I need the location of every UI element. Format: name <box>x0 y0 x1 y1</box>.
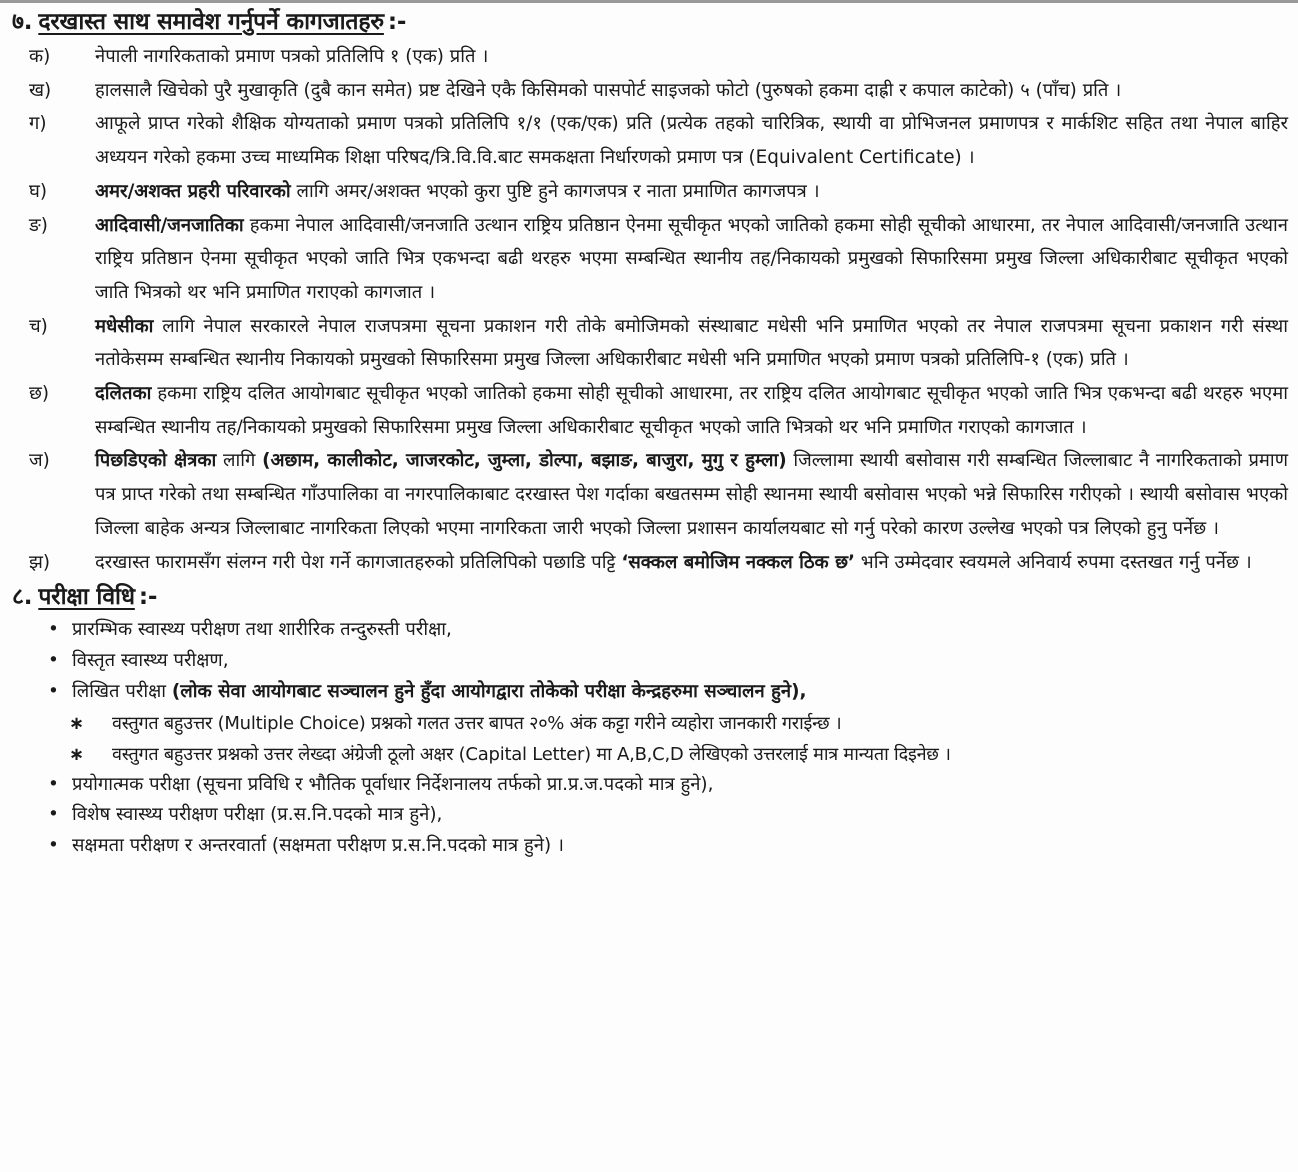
bullet-icon: • <box>48 650 59 672</box>
section-7-list <box>12 40 1290 579</box>
note-item <box>12 708 1290 739</box>
item-text: नेपाली नागरिकताको प्रमाण पत्रको प्रतिलिपि १ (एक) प्रति । <box>95 46 489 67</box>
note-text: वस्तुगत बहुउत्तर (Multiple Choice) प्रश्नको गलत उत्तर बापत २०% अंक कट्टा गरीने व्यहोरा जानकारी गराईन्छ । <box>112 712 842 734</box>
item-text: प्रारम्भिक स्वास्थ्य परीक्षण तथा शारीरिक तन्दुरुस्ती परीक्षा, <box>72 619 452 641</box>
asterisk-icon: ∗ <box>69 712 85 734</box>
item-text: हालसालै खिचेको पुरै मुखाकृति (दुबै कान समेत) प्रष्ट देखिने एकै किसिमको पासपोर्ट साइजको फोटो (पुरुषको हकमा दाह्री र कपाल काटेको) ५ (पाँच) प्रति । <box>95 79 1122 101</box>
item-label: घ) <box>29 180 48 202</box>
item-bold-text-quote: ‘सक्कल बमोजिम नक्कल ठिक छ’ <box>621 551 855 573</box>
list-item <box>12 677 1290 708</box>
item-bold-text: पिछडिएको क्षेत्रका <box>95 450 217 472</box>
list-item <box>12 770 1290 801</box>
section-8-list <box>12 615 1290 862</box>
item-bold-text: अमर/अशक्त प्रहरी परिवारको <box>95 180 291 202</box>
list-item <box>12 615 1290 646</box>
item-label: छ) <box>29 383 50 405</box>
list-item-jha <box>12 546 1290 580</box>
item-text: प्रयोगात्मक परीक्षा (सूचना प्रविधि र भौतिक पूर्वाधार निर्देशनालय तर्फको प्रा.प्र.ज.पदको मात्र हुने), <box>72 773 714 795</box>
list-item-ka <box>12 40 1290 74</box>
list-item-ga <box>12 107 1290 174</box>
item-text: अमर/अशक्त प्रहरी परिवारको लागि अमर/अशक्त भएको कुरा पुष्टि हुने कागजपत्र र नाता प्रमाणित कागजपत्र । <box>95 180 820 202</box>
list-item <box>12 800 1290 831</box>
note-item <box>12 739 1290 770</box>
item-text: सक्षमता परीक्षण र अन्तरवार्ता (सक्षमता परीक्षण प्र.स.नि.पदको मात्र हुने) । <box>72 835 564 857</box>
section-8-title: परीक्षा विधि <box>38 584 135 611</box>
bullet-icon: • <box>48 680 59 702</box>
bullet-icon: • <box>48 804 59 826</box>
list-item-kha <box>12 74 1290 108</box>
section-8-heading <box>12 579 1290 615</box>
item-bold-text: आदिवासी/जनजातिका <box>95 214 244 236</box>
item-text: मधेसीका लागि नेपाल सरकारले नेपाल राजपत्रमा सूचना प्रकाशन गरी तोके बमोजिमको संस्थाबाट मधेसी भनि प्रमाणित भएको तर नेपाल राजपत्रमा सूचना प्रकाशन गरी संस्था नतोकेसम्म सम्बन्धित स्थानीय निकायको प्रमुखको सिफारिसमा प्रमुख जिल्ला अधिकारीबाट मधेसी भनि प्रमाणित भएको प्रमाण पत्रको प्रतिलिपि-१ (एक) प्रति । <box>95 315 1288 371</box>
list-item-nga <box>12 209 1290 310</box>
item-text: लिखित परीक्षा (लोक सेवा आयोगबाट सञ्चालन हुने हुँदा आयोगद्वारा तोकेको परीक्षा केन्द्रहरुमा सञ्चालन हुने), <box>72 680 807 702</box>
list-item-ja <box>12 444 1290 545</box>
item-label: झ) <box>29 551 51 573</box>
bullet-icon: • <box>48 773 59 795</box>
item-label: ङ) <box>29 214 48 236</box>
item-bold-text: (लोक सेवा आयोगबाट सञ्चालन हुने हुँदा आयोगद्वारा तोकेको परीक्षा केन्द्रहरुमा सञ्चालन हुने), <box>171 680 807 702</box>
section-7-title: दरखास्त साथ समावेश गर्नुपर्ने कागजातहरु <box>38 9 384 35</box>
item-bold-text: मधेसीका <box>95 315 154 337</box>
item-text: दलितका हकमा राष्ट्रिय दलित आयोगबाट सूचीकृत भएको जातिको हकमा सोही सूचीको आधारमा, तर राष्ट्रिय दलित आयोगबाट सूचीकृत भएको जाति भित्र एकभन्दा बढी थरहरु भएमा सम्बन्धित स्थानीय तह/निकायको प्रमुखको सिफारिसमा प्रमुख जिल्ला अधिकारीबाट सूचीकृत भएको जाति भित्रको थर भनि प्रमाणित गराएको कागजात । <box>95 383 1288 438</box>
item-text: विशेष स्वास्थ्य परीक्षण परीक्षा (प्र.स.नि.पदको मात्र हुने), <box>72 804 443 826</box>
list-item-gha <box>12 175 1290 209</box>
section-7-heading <box>12 4 1290 40</box>
bullet-icon: • <box>48 619 59 641</box>
top-rule <box>0 0 1298 3</box>
item-text: आफूले प्राप्त गरेको शैक्षिक योग्यताको प्रमाण पत्रको प्रतिलिपि १/१ (एक/एक) प्रति (प्रत्येक तहको चारित्रिक, स्थायी वा प्रोभिजनल प्रमाणपत्र र मार्कशिट सहित तथा नेपाल बाहिर अध्ययन गरेको हकमा उच्च माध्यमिक शिक्षा परिषद/त्रि.वि.वि.बाट समकक्षता निर्धारणको प्रमाण पत्र (Equivalent Certificate) । <box>95 113 1288 169</box>
item-label: ज) <box>29 450 50 472</box>
asterisk-icon: ∗ <box>69 743 85 765</box>
list-item <box>12 831 1290 862</box>
item-label: च) <box>29 315 48 337</box>
bullet-icon: • <box>48 835 59 857</box>
item-text: दरखास्त फारामसँग संलग्न गरी पेश गर्ने कागजातहरुको प्रतिलिपिको पछाडि पट्टि ‘सक्कल बमोजिम नक्कल ठिक छ’ भनि उम्मेदवार स्वयमले अनिवार्य रुपमा दस्तखत गर्नु पर्नेछ । <box>95 551 1252 573</box>
item-label: क) <box>29 46 51 67</box>
item-text: आदिवासी/जनजातिका हकमा नेपाल आदिवासी/जनजाति उत्थान राष्ट्रिय प्रतिष्ठान ऐनमा सूचीकृत भएको जातिको हकमा सोही सूचीको आधारमा, तर नेपाल आदिवासी/जनजाति उत्थान राष्ट्रिय प्रतिष्ठान ऐनमा सूचीकृत भएको जाति भित्र एकभन्दा बढी थरहरु भएमा सम्बन्धित स्थानीय तह/निकायको प्रमुखको सिफारिसमा प्रमुख जिल्ला अधिकारीबाट सूचीकृत भएको जाति भित्रको थर भनि प्रमाणित गराएको कागजात । <box>95 214 1288 303</box>
section-7-number: ७. <box>12 9 33 35</box>
item-bold-text-districts: (अछाम, कालीकोट, जाजरकोट, जुम्ला, डोल्पा, बझाङ, बाजुरा, मुगु र हुम्ला) <box>262 450 787 472</box>
section-7-suffix: :- <box>387 9 407 35</box>
section-8-number: ८. <box>12 584 33 611</box>
item-text: विस्तृत स्वास्थ्य परीक्षण, <box>72 650 229 672</box>
note-text: वस्तुगत बहुउत्तर प्रश्नको उत्तर लेख्दा अंग्रेजी ठूलो अक्षर (Capital Letter) मा A,B,C,D लेखिएको उत्तरलाई मात्र मान्यता दिइनेछ । <box>112 743 951 765</box>
item-text: पिछडिएको क्षेत्रका लागि (अछाम, कालीकोट, जाजरकोट, जुम्ला, डोल्पा, बझाङ, बाजुरा, मुगु र हुम्ला) जिल्लामा स्थायी बसोवास गरी सम्बन्धित जिल्लाबाट नै नागरिकताको प्रमाण पत्र प्राप्त गरेको तथा सम्बन्धित गाँउपालिका वा नगरपालिकाबाट दरखास्त पेश गर्दाका बखतसम्म सोही स्थानमा स्थायी बसोवास भएको भन्ने सिफारिस गरीएको । स्थायी बसोवास भएको जिल्ला बाहेक अन्यत्र जिल्लाबाट नागरिकता लिएको भएमा नागरिकता जारी भएको जिल्ला प्रशासन कार्यालयबाट सो गर्नु परेको कारण उल्लेख भएको पत्र लिएको हुनु पर्नेछ । <box>95 450 1288 539</box>
section-8-suffix: :- <box>138 584 158 611</box>
item-bold-text: दलितका <box>95 383 152 405</box>
item-label: ग) <box>29 113 47 135</box>
list-item-chha <box>12 377 1290 444</box>
list-item <box>12 646 1290 677</box>
item-label: ख) <box>29 79 52 101</box>
document-page <box>12 4 1290 862</box>
list-item-cha <box>12 310 1290 377</box>
